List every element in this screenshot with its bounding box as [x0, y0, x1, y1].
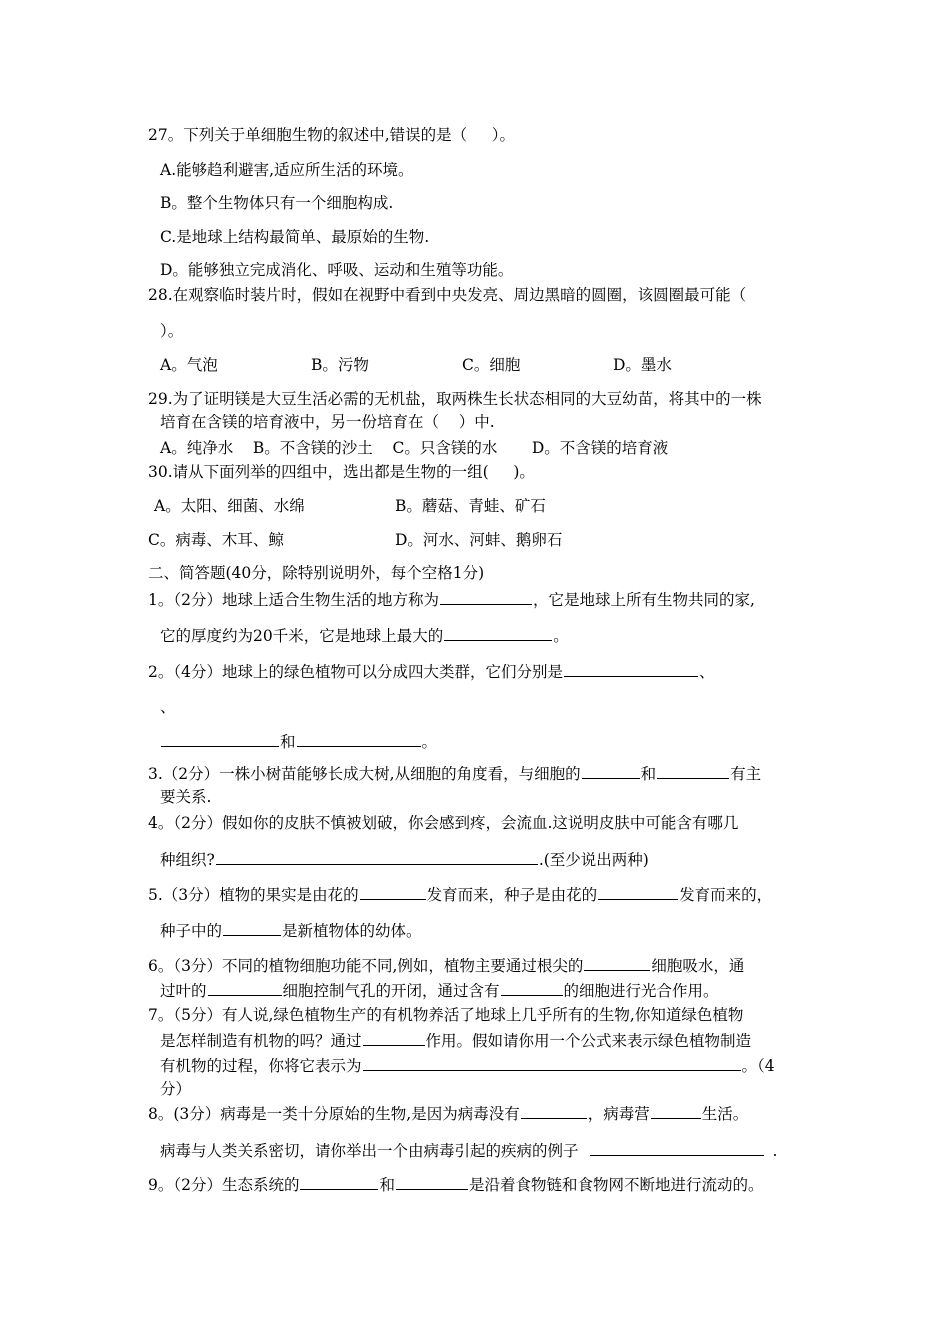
s8-blank2[interactable] — [651, 1103, 701, 1119]
q28-stem: 28.在观察临时装片时，假如在视野中看到中央发亮、周边黑暗的圆圈，该圆圈最可能（ — [148, 286, 747, 304]
s9-line1: 9。（2分）生态系统的 和 是沿着食物链和食物网不断地进行流动的。 — [148, 1176, 764, 1194]
s6-line1: 6。（3分）不同的植物细胞功能不同,例如，植物主要通过根尖的 细胞吸水，通 — [148, 957, 745, 975]
s6-blank1[interactable] — [584, 955, 650, 971]
s2-line2: 、 — [160, 698, 176, 716]
q27-option-c: C.是地球上结构最简单、最原始的生物. — [160, 228, 430, 246]
s2-line3: 和 。 — [160, 731, 437, 752]
s9-blank2[interactable] — [396, 1174, 468, 1190]
s6-blank2[interactable] — [208, 980, 282, 996]
s1-line2: 它的厚度约为20千米，它是地球上最大的 。 — [160, 627, 569, 645]
s1-blank1[interactable] — [440, 589, 532, 605]
q30-option-b: B。蘑菇、青蛙、矿石 — [395, 497, 546, 515]
q30-option-d: D。河水、河蚌、鹅卵石 — [395, 531, 563, 549]
s8-blank1[interactable] — [521, 1103, 587, 1119]
s5-line2: 种子中的 是新植物体的幼体。 — [160, 922, 422, 940]
s1-line1: 1。（2分）地球上适合生物生活的地方称为 ，它是地球上所有生物共同的家, — [148, 591, 755, 609]
q30-option-a: A。太阳、细菌、水绵 — [154, 497, 305, 515]
section-heading: 二、简答题(40分，除特别说明外，每个空格1分) — [148, 564, 485, 582]
s7-blank2[interactable] — [363, 1055, 741, 1071]
s5-blank1[interactable] — [360, 884, 426, 900]
s4-line2: 种组织? .(至少说出两种) — [160, 851, 649, 869]
s4-blank[interactable] — [216, 849, 538, 865]
q27-option-a: A.能够趋利避害,适应所生活的环境。 — [160, 161, 414, 179]
s5-line1: 5.（3分）植物的果实是由花的 发育而来，种子是由花的 发育而来的， — [148, 886, 773, 904]
q29-stem-cont: 培育在含镁的培育液中，另一份培育在（ ）中. — [160, 413, 495, 431]
s4-line1: 4。（2分）假如你的皮肤不慎被划破，你会感到疼，会流血.这说明皮肤中可能含有哪几 — [148, 814, 739, 832]
q29-options: A。纯净水 B。不含镁的沙土 C。只含镁的水 D。不含镁的培育液 — [160, 439, 669, 457]
q27-option-b: B。整个生物体只有一个细胞构成. — [160, 194, 394, 212]
s1-blank2[interactable] — [444, 625, 552, 641]
q29-stem: 29.为了证明镁是大豆生活必需的无机盐，取两株生长状态相同的大豆幼苗，将其中的一株 — [148, 390, 762, 408]
s3-blank2[interactable] — [657, 763, 729, 779]
s7-blank1[interactable] — [363, 1030, 425, 1046]
s8-line2: 病毒与人类关系密切，请你举出一个由病毒引起的疾病的例子 . — [160, 1142, 778, 1160]
s5-blank3[interactable] — [223, 920, 281, 936]
s8-line1: 8。(3分）病毒是一类十分原始的生物,是因为病毒没有 ，病毒营 生活。 — [148, 1105, 749, 1123]
s3-blank1[interactable] — [582, 763, 640, 779]
q28-option-c: C。细胞 — [462, 356, 521, 374]
q30-option-c: C。病毒、木耳、鲸 — [148, 531, 284, 549]
s7-line1: 7。（5分）有人说,绿色植物生产的有机物养活了地球上几乎所有的生物,你知道绿色植物 — [148, 1006, 744, 1024]
q28-option-b: B。污物 — [311, 356, 369, 374]
q27-option-d: D。能够独立完成消化、呼吸、运动和生殖等功能。 — [160, 261, 514, 279]
s3-line2: 要关系. — [160, 788, 212, 806]
q28-option-a: A。气泡 — [160, 356, 218, 374]
q30-stem: 30.请从下面列举的四组中，选出都是生物的一组( )。 — [148, 463, 535, 481]
s2-blank4[interactable] — [297, 731, 421, 747]
s7-line2: 是怎样制造有机物的吗？通过 作用。假如请你用一个公式来表示绿色植物制造 — [160, 1032, 752, 1050]
s8-blank3[interactable] — [590, 1140, 764, 1156]
s2-line1: 2。（4分）地球上的绿色植物可以分成四大类群，它们分别是 、 — [148, 663, 715, 681]
s2-blank1[interactable] — [564, 661, 698, 677]
s6-line2: 过叶的 细胞控制气孔的开闭，通过含有 的细胞进行光合作用。 — [160, 982, 719, 1000]
q28-stem-cont: ）。 — [160, 322, 184, 340]
s9-blank1[interactable] — [300, 1174, 378, 1190]
s3-line1: 3.（2分）一株小树苗能够长成大树,从细胞的角度看，与细胞的 和 有主 — [148, 765, 762, 783]
s5-blank2[interactable] — [598, 884, 678, 900]
q27-stem: 27。下列关于单细胞生物的叙述中,错误的是（ ）。 — [148, 126, 516, 144]
s7-line3: 有机物的过程，你将它表示为 。（4 — [160, 1057, 775, 1075]
s2-blank3[interactable] — [161, 731, 279, 747]
q28-option-d: D。墨水 — [613, 356, 672, 374]
s6-blank3[interactable] — [501, 980, 563, 996]
s7-line4: 分） — [160, 1080, 192, 1098]
